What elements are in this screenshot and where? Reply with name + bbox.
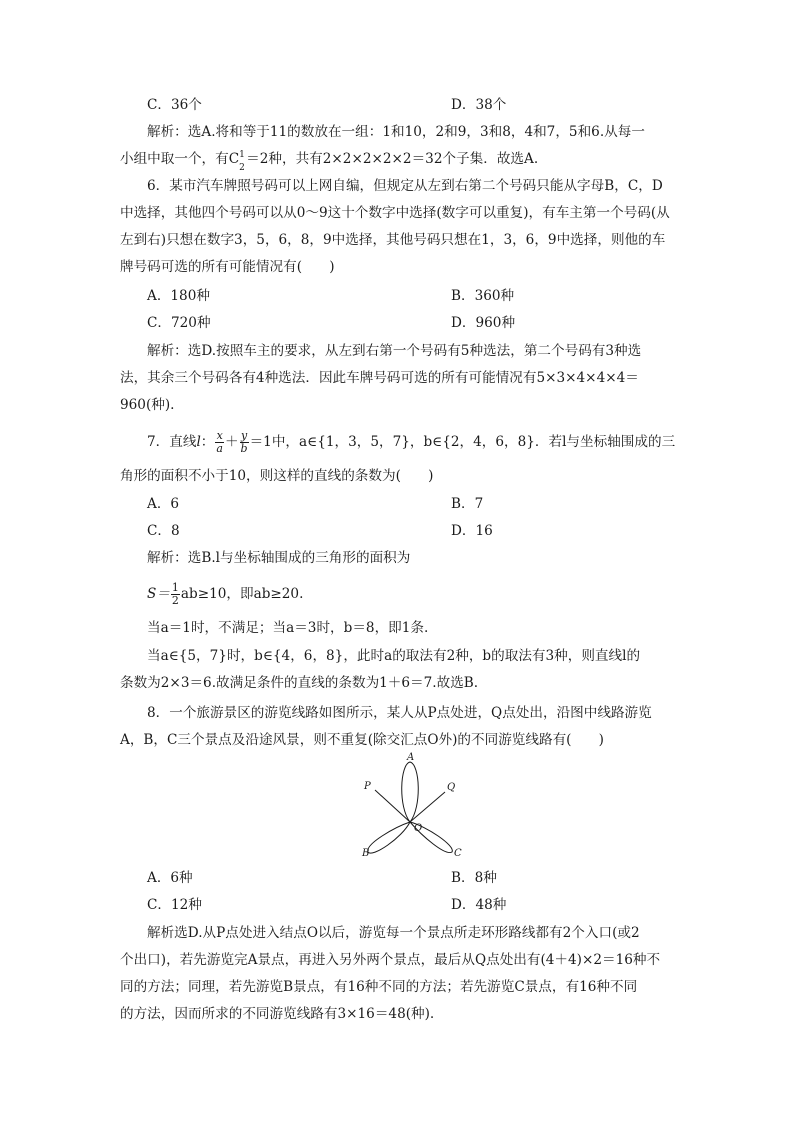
label-q: Q — [447, 782, 456, 793]
q7-solution-line-3: 当a＝1时，不满足；当a＝3时，b＝8，即1条. — [147, 620, 429, 636]
q7-frac1-numerator: x — [216, 429, 223, 442]
q8-stem-line-1: 8．一个旅游景区的游览线路如图所示，某人从P点处进，Q点处出，沿图中线路游览 — [147, 705, 652, 721]
q5-solution-line-1: 解析：选A.将和等于11的数放在一组：1和10，2和9，3和8，4和7，5和6.从每一 — [147, 124, 645, 140]
q7-half-denominator: 2 — [171, 594, 179, 607]
q5-combination-sup: 1 — [239, 150, 245, 160]
loop-a — [402, 762, 419, 822]
q8-solution-line-2: 个出口)，若先游览完A景点，再进入另外两个景点，最后从Q点处出有(4＋4)×2＝16种不 — [120, 952, 661, 968]
q7-colon: ： — [200, 434, 215, 450]
q5-solution-line-2 — [120, 149, 539, 173]
q5-combination-sub: 2 — [239, 163, 245, 173]
q7-option-c: C．8 — [147, 523, 180, 539]
q5-solution-text-b: ＝2种，共有2×2×2×2×2＝32个子集．故选A. — [246, 151, 539, 167]
loop-b — [368, 822, 410, 853]
q7-fraction-y-over-b — [240, 430, 249, 455]
q7-option-d: D．16 — [451, 523, 493, 539]
q6-option-d: D．960种 — [451, 315, 516, 331]
q8-solution-line-3: 同的方法；同理，若先游览B景点，有16种不同的方法；若先游览C景点，有16种不同 — [120, 979, 638, 995]
q8-solution-line-4: 的方法，因而所求的不同游览线路有3×16＝48(种). — [120, 1006, 435, 1022]
q7-line-symbol: l — [196, 434, 201, 450]
q7-solution-line-4: 当a∈{5，7}时，b∈{4，6，8}，此时a的取法有2种，b的取法有3种，则直线l的 — [147, 648, 641, 664]
q7-frac2-numerator: y — [240, 429, 248, 442]
label-b: B — [362, 848, 370, 859]
q7-fraction-half — [171, 582, 180, 607]
q7-plus: ＋ — [224, 434, 239, 450]
q7-area-inequality: ab≥10，即ab≥20. — [180, 586, 304, 602]
q7-option-b: B．7 — [451, 496, 484, 512]
label-p: P — [364, 781, 371, 792]
q8-solution-line-1: 解析选D.从P点处进入结点O以后，游览每一个景点所走环形路线都有2个入口(或2 — [147, 925, 640, 941]
q7-solution-line-5: 条数为2×3＝6.故满足条件的直线的条数为1＋6＝7.故选B. — [120, 675, 479, 691]
q7-fraction-x-over-a — [215, 430, 224, 455]
route-diagram — [350, 752, 470, 862]
q6-solution-line-1: 解析：选D.按照车主的要求，从左到右第一个号码有5种选法，第二个号码有3种选 — [147, 343, 642, 359]
q7-frac1-denominator: a — [216, 442, 223, 455]
label-o: O — [414, 823, 423, 834]
q6-option-b: B．360种 — [451, 288, 515, 304]
q6-stem-line-1: 6．某市汽车牌照号码可以上网自编，但规定从左到右第二个号码只能从字母B，C，D — [147, 178, 663, 194]
q8-option-c: C．12种 — [147, 897, 202, 913]
q5-option-d: D．38个 — [451, 97, 507, 113]
q8-stem-line-2: A，B，C三个景点及沿途风景，则不重复(除交汇点O外)的不同游览线路有( ) — [120, 732, 604, 748]
q7-stem-line-2: 角形的面积不小于10，则这样的直线的条数为( ) — [120, 468, 434, 484]
q7-frac2-denominator: b — [240, 442, 248, 455]
q6-option-a: A．180种 — [147, 288, 210, 304]
q5-solution-text-a: 小组中取一个，有C — [120, 151, 240, 167]
q6-solution-line-2: 法，其余三个号码各有4种选法．因此车牌号码可选的所有可能情况有5×3×4×4×4＝ — [120, 370, 639, 386]
path-p — [375, 790, 410, 822]
q8-option-b: B．8种 — [451, 870, 497, 886]
q7-solution-line-1: 解析：选B.l与坐标轴围成的三角形的面积为 — [147, 550, 411, 566]
q5-option-c: C．36个 — [147, 97, 202, 113]
path-q — [410, 792, 445, 822]
label-c: C — [454, 848, 462, 859]
q7-stem-suffix: ＝1中，a∈{1，3，5，7}，b∈{2，4，6，8}．若l与坐标轴围成的三 — [249, 434, 676, 450]
q6-stem-line-2: 中选择，其他四个号码可以从0～9这十个数字中选择(数字可以重复)，有车主第一个号码(从 — [120, 205, 670, 221]
q8-option-d: D．48种 — [451, 897, 507, 913]
q7-solution-line-2 — [147, 580, 303, 608]
q6-stem-line-4: 牌号码可选的所有可能情况有( ) — [120, 259, 335, 275]
q7-half-numerator: 1 — [171, 581, 179, 594]
label-a: A — [407, 752, 415, 763]
q6-solution-line-3: 960(种). — [120, 397, 175, 413]
q7-stem-line-1 — [147, 428, 675, 456]
q7-area-symbol: S＝ — [147, 586, 170, 602]
q7-stem-prefix: 7．直线 — [147, 434, 197, 450]
q8-option-a: A．6种 — [147, 870, 193, 886]
q7-option-a: A．6 — [147, 496, 180, 512]
q6-stem-line-3: 左到右)只想在数字3，5，6，8，9中选择，其他号码只想在1，3，6，9中选择，则他的车 — [120, 232, 666, 248]
q6-option-c: C．720种 — [147, 315, 211, 331]
